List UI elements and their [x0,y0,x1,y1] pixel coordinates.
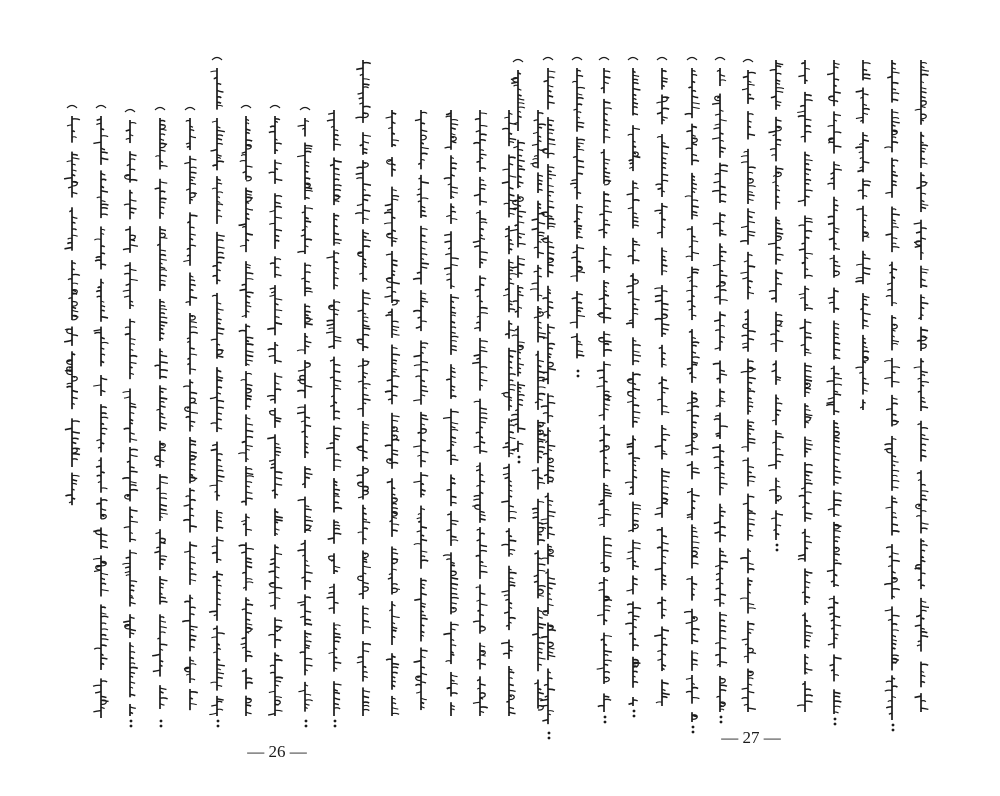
right-text-column [712,58,728,724]
right-text-column [797,60,813,712]
right-text-column [768,60,784,551]
left-text-column [93,106,109,719]
left-text-column [64,106,80,506]
right-text-column [884,60,900,731]
right-page [510,58,929,740]
left-text-column [122,110,138,728]
left-text-column [152,108,168,728]
left-text-column [238,106,254,717]
left-text-column [297,108,313,728]
left-text-column [209,58,225,728]
right-text-column [596,58,612,724]
page-number-left: — 26 — [247,742,307,761]
left-text-column [530,110,546,710]
right-text-column [510,60,526,464]
page-number-left-value: 26 [268,742,286,761]
left-page [64,58,546,728]
left-text-column [326,110,342,727]
right-text-column [826,60,842,725]
right-text-column [625,58,641,718]
left-text-column [443,110,459,716]
left-text-column [355,60,371,716]
left-text-column [472,110,488,716]
left-text-column [413,110,429,710]
right-text-column [570,58,585,378]
page-number-right: — 27 — [721,728,781,747]
page-number-right-value: 27 [742,728,760,747]
right-text-column [740,60,756,713]
left-text-column [384,110,400,716]
left-text-column [182,108,198,711]
right-text-column [540,58,556,740]
right-text-column [855,60,870,410]
right-text-column [684,58,700,734]
left-text-column [267,106,283,717]
right-text-column [654,58,670,707]
right-text-column [914,60,929,712]
